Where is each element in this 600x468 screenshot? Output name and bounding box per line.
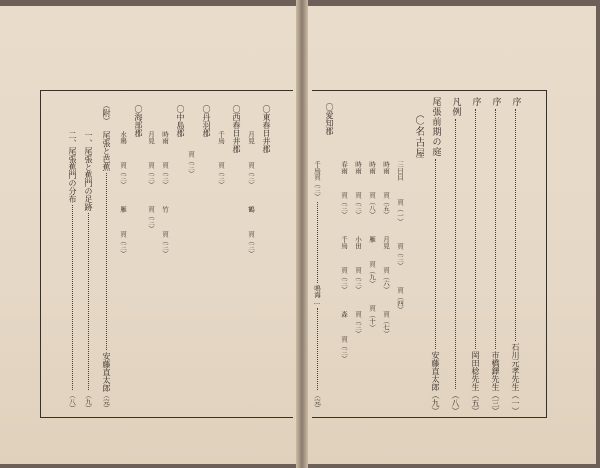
list-item: 水鶏 頁（三） 雁 頁（三） xyxy=(119,131,127,257)
toc-entry xyxy=(488,97,502,415)
entry-title: 序 xyxy=(510,97,521,107)
list-item: 三日目 頁（一） 頁（三） 頁（四） xyxy=(396,161,404,313)
dot-leader xyxy=(495,109,496,349)
entry-author: 岡田稔先生 xyxy=(471,351,480,391)
entry-author: 石川元孝先生 xyxy=(511,343,520,391)
list-item: 月見 頁（三） 頁（三） xyxy=(147,131,155,232)
section-heading: 〇海部郡 xyxy=(134,105,143,137)
dot-leader xyxy=(475,109,476,349)
toc-entry: 尾張と芭蕉 安藤直太郎 （完） xyxy=(102,131,111,411)
appendix-label: （附） xyxy=(102,101,111,125)
list-item: 頁（三） xyxy=(187,151,195,177)
list-item: 千鳥 頁（三） xyxy=(217,131,225,188)
entry-title: 尾張前期の庭 xyxy=(430,97,441,157)
dot-leader xyxy=(455,119,456,389)
dot-leader xyxy=(88,213,89,390)
toc-entry: 二、尾張蕉門の分布 （八） xyxy=(68,131,77,411)
entry-page: （八） xyxy=(451,391,460,415)
section-heading: 〇名古屋 xyxy=(413,115,424,159)
section-heading: 〇中島郡 xyxy=(176,105,185,137)
book-spine xyxy=(296,0,308,468)
entry-title: 序 xyxy=(490,97,501,107)
dot-leader xyxy=(317,308,318,389)
toc-entry xyxy=(428,97,442,415)
dot-leader xyxy=(435,159,436,349)
toc-entry xyxy=(508,97,522,415)
list-item: 時雨 頁（三） 竹 頁（三） xyxy=(161,131,169,257)
dot-leader xyxy=(515,109,516,341)
entry-title: 凡例 xyxy=(450,97,461,117)
dot-leader xyxy=(72,205,73,390)
entry-page: （九） xyxy=(431,391,440,415)
entry-page: （五） xyxy=(471,391,480,415)
list-item: 時雨 頁（八） 雁 頁（九） 頁（十） xyxy=(368,161,376,331)
entry-title: 序 xyxy=(470,97,481,107)
list-item: 千鳥 頁（三） 鳴海… （完） xyxy=(313,161,321,411)
dot-leader xyxy=(317,202,318,283)
list-item: 月見 頁（三） 鶴 頁（三） xyxy=(247,131,255,257)
entry-page: （一） xyxy=(511,391,520,415)
entry-page: （三） xyxy=(491,391,500,415)
list-item: 春雨 頁（三） 千鳥 頁（三） 森 頁（三） xyxy=(340,161,348,362)
list-item: 時雨 頁（五） 月見 頁（六） 頁（七） xyxy=(382,161,390,337)
section-heading: 〇西春日井郡 xyxy=(232,105,241,153)
dot-leader xyxy=(106,173,107,350)
left-page-frame xyxy=(40,90,293,418)
toc-entry xyxy=(448,97,462,415)
toc-entry: 一、尾張と蕉門の足跡 （九） xyxy=(84,131,93,411)
right-page-frame xyxy=(312,90,547,418)
toc-entry xyxy=(468,97,482,415)
section-heading: 〇愛知郡 xyxy=(325,103,334,135)
section-heading: 〇丹羽郡 xyxy=(202,105,211,137)
list-item: 時雨 頁（三） 小田 頁（三） 頁（三） xyxy=(354,161,362,337)
entry-author: 安藤直太郎 xyxy=(431,351,440,391)
section-heading: 〇東春日井郡 xyxy=(262,105,271,153)
entry-author: 市橋鐸先生 xyxy=(491,351,500,391)
